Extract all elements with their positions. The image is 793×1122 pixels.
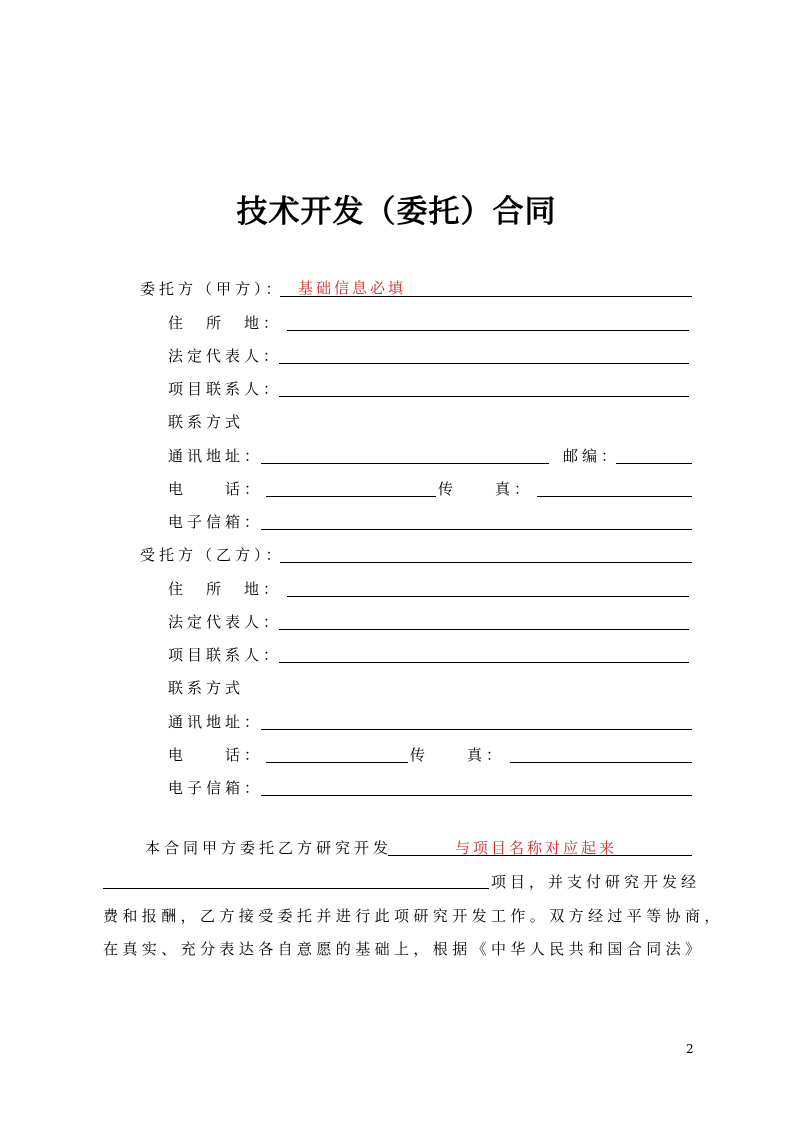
party-b-mail-address-line[interactable]	[261, 729, 692, 730]
party-b-address-line[interactable]	[287, 596, 689, 597]
party-b-phone-label: 电 话：	[168, 746, 264, 764]
party-b-contact-method-label: 联系方式	[168, 679, 245, 697]
party-a-mail-address-label: 通讯地址：	[168, 447, 264, 465]
party-b-contact-label: 项目联系人：	[168, 646, 283, 664]
party-a-contact-label: 项目联系人：	[168, 380, 283, 398]
party-a-label: 委托方（甲方）：	[140, 280, 285, 298]
party-b-fax-label: 传 真：	[410, 746, 506, 764]
party-a-phone-label: 电 话：	[168, 480, 264, 498]
party-a-fax-line[interactable]	[537, 496, 692, 497]
document-title: 技术开发（委托）合同	[236, 194, 557, 230]
party-b-address-label: 住 所 地：	[168, 580, 283, 598]
body-line2-suffix: 项目，并支付研究开发经	[491, 873, 701, 891]
party-a-address-line[interactable]	[287, 330, 689, 331]
body-line4: 在真实、充分表达各自意愿的基础上，根据《中华人民共和国合同法》	[103, 940, 705, 958]
body-line3: 费和报酬，乙方接受委托并进行此项研究开发工作。双方经过平等协商，	[103, 907, 724, 925]
party-a-contact-method-label: 联系方式	[168, 413, 245, 431]
party-b-rep-label: 法定代表人：	[168, 613, 283, 631]
project-name-value: 与项目名称对应起来	[455, 839, 618, 857]
party-a-email-label: 电子信箱：	[168, 513, 264, 531]
party-b-phone-line[interactable]	[266, 762, 408, 763]
party-b-contact-line[interactable]	[279, 662, 689, 663]
party-a-fax-label: 传 真：	[438, 480, 534, 498]
party-a-postcode-line[interactable]	[616, 463, 692, 464]
party-a-email-line[interactable]	[261, 529, 692, 530]
party-b-label: 受托方（乙方）：	[140, 546, 285, 564]
page-number: 2	[686, 1042, 694, 1056]
party-a-address-label: 住 所 地：	[168, 314, 283, 332]
party-b-line[interactable]	[280, 562, 692, 563]
party-a-postcode-label: 邮编：	[563, 447, 621, 465]
party-a-phone-line[interactable]	[266, 496, 436, 497]
party-b-email-line[interactable]	[261, 795, 692, 796]
party-a-contact-line[interactable]	[279, 396, 689, 397]
party-b-email-label: 电子信箱：	[168, 779, 264, 797]
party-b-fax-line[interactable]	[510, 762, 692, 763]
party-a-rep-line[interactable]	[279, 363, 689, 364]
project-name-continuation-line[interactable]	[103, 888, 489, 889]
party-a-value: 基础信息必填	[298, 279, 407, 297]
party-b-mail-address-label: 通讯地址：	[168, 713, 264, 731]
party-a-mail-address-line[interactable]	[261, 463, 549, 464]
party-a-rep-label: 法定代表人：	[168, 347, 283, 365]
party-b-rep-line[interactable]	[279, 629, 689, 630]
body-line1-prefix: 本合同甲方委托乙方研究开发	[145, 839, 393, 857]
